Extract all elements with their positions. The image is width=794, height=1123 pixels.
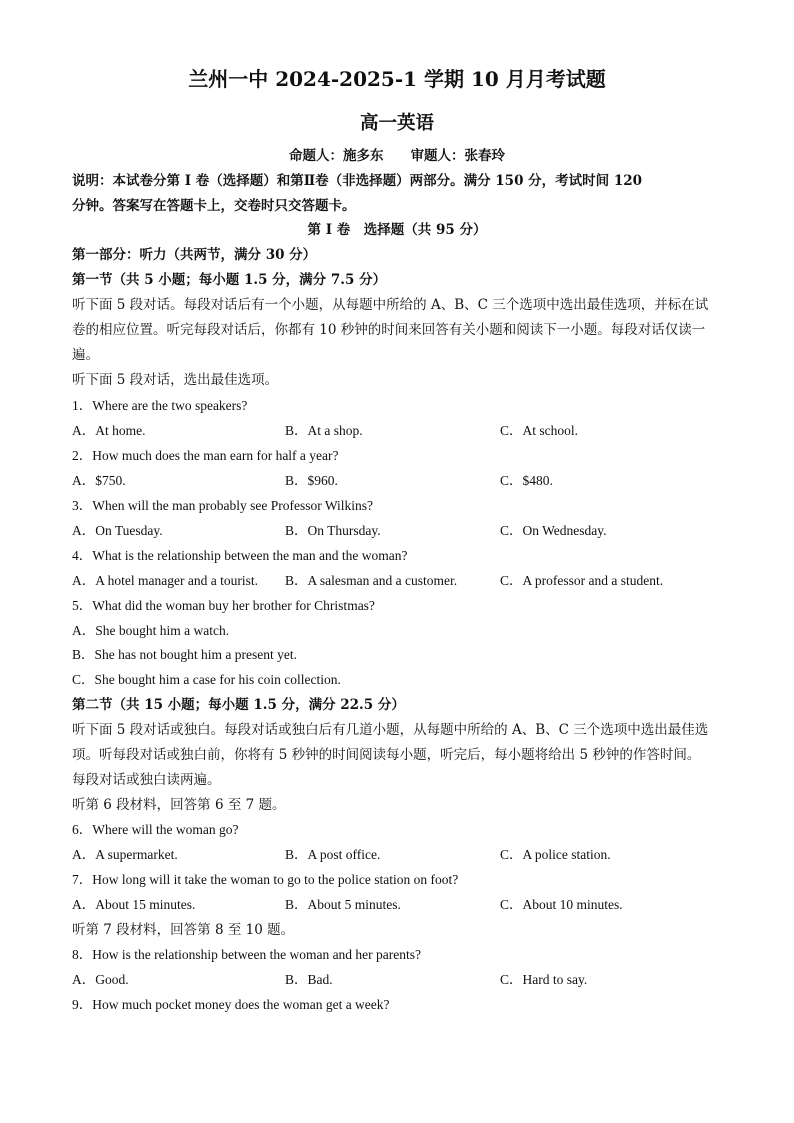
question-stem: 8．How is the relationship between the woman and her parents? [72, 947, 422, 962]
option-a: A．A hotel manager and a tourist. [72, 573, 258, 588]
option-c: C．At school. [500, 423, 579, 438]
option-b: B．Bad. [285, 972, 333, 987]
section1-instructions-3: 遍。 [72, 347, 99, 363]
option-c: C．$480. [500, 473, 553, 488]
question-stem: 3．When will the man probably see Professor Wilkins? [72, 498, 374, 513]
option-a: A．She bought him a watch. [72, 623, 230, 638]
option-b: B．On Thursday. [285, 523, 381, 538]
question-stem: 2．How much does the man earn for half a year? [72, 448, 339, 463]
section2-instructions-3: 每段对话或独白读两遍。 [72, 772, 221, 788]
option-c: C．On Wednesday. [500, 523, 607, 538]
authors-line: 命题人：施多东 审题人：张春玲 [289, 148, 505, 164]
option-b: B．$960. [285, 473, 338, 488]
option-a: A．At home. [72, 423, 146, 438]
question-stem: 5．What did the woman buy her brother for Christmas? [72, 598, 375, 613]
section2-heading: 第二节（共 15 小题；每小题 1.5 分，满分 22.5 分） [72, 697, 405, 713]
option-c: C．About 10 minutes. [500, 897, 623, 912]
option-a: A．A supermarket. [72, 847, 178, 862]
section2-instructions-1: 听下面 5 段对话或独白。每段对话或独白后有几道小题，从每题中所给的 A、B、C 三个选项中选出最佳选 [72, 722, 709, 738]
option-a: A．About 15 minutes. [72, 897, 196, 912]
question-stem: 9．How much pocket money does the woman get a week? [72, 997, 390, 1012]
section1-heading: 第一节（共 5 小题；每小题 1.5 分，满分 7.5 分） [72, 272, 387, 288]
question-stem: 7．How long will it take the woman to go to the police station on foot? [72, 872, 459, 887]
instructions-line-1: 说明：本试卷分第 Ⅰ 卷（选择题）和第Ⅱ卷（非选择题）两部分。满分 150 分，考试时间 120 [72, 173, 643, 189]
material-7-note: 听第 7 段材料，回答第 8 至 10 题。 [72, 922, 295, 938]
part1-heading: 第一部分：听力（共两节，满分 30 分） [72, 247, 317, 263]
option-b: B．About 5 minutes. [285, 897, 401, 912]
option-a: A．On Tuesday. [72, 523, 163, 538]
exam-title: 兰州一中 2024-2025-1 学期 10 月月考试题 [188, 67, 606, 91]
volume-heading: 第 Ⅰ 卷 选择题（共 95 分） [307, 222, 487, 238]
question-stem: 6．Where will the woman go? [72, 822, 239, 837]
instructions-line-2: 分钟。答案写在答题卡上，交卷时只交答题卡。 [72, 198, 356, 214]
subject-title: 高一英语 [359, 113, 434, 134]
option-a: A．Good. [72, 972, 129, 987]
option-a: A．$750. [72, 473, 126, 488]
option-c: C．She bought him a case for his coin collection. [72, 672, 341, 687]
option-c: C．A police station. [500, 847, 611, 862]
option-b: B．At a shop. [285, 423, 363, 438]
section2-instructions-2: 项。听每段对话或独白前，你将有 5 秒钟的时间阅读每小题，听完后，每小题将给出 5 秒钟的作答时间。 [72, 747, 701, 763]
section1-instructions-1: 听下面 5 段对话。每段对话后有一个小题，从每题中所给的 A、B、C 三个选项中选出最佳选项，并标在试 [72, 297, 709, 313]
option-b: B．A post office. [285, 847, 381, 862]
option-c: C．Hard to say. [500, 972, 588, 987]
material-6-note: 听第 6 段材料，回答第 6 至 7 题。 [72, 797, 286, 813]
option-b: B．A salesman and a customer. [285, 573, 458, 588]
section1-instructions-4: 听下面 5 段对话，选出最佳选项。 [72, 372, 279, 388]
section1-instructions-2: 卷的相应位置。听完每段对话后，你都有 10 秒钟的时间来回答有关小题和阅读下一小题。每段对话仅读一 [72, 322, 706, 338]
question-stem: 1．Where are the two speakers? [72, 398, 248, 413]
option-b: B．She has not bought him a present yet. [72, 647, 297, 662]
option-c: C．A professor and a student. [500, 573, 664, 588]
question-stem: 4．What is the relationship between the man and the woman? [72, 548, 408, 563]
